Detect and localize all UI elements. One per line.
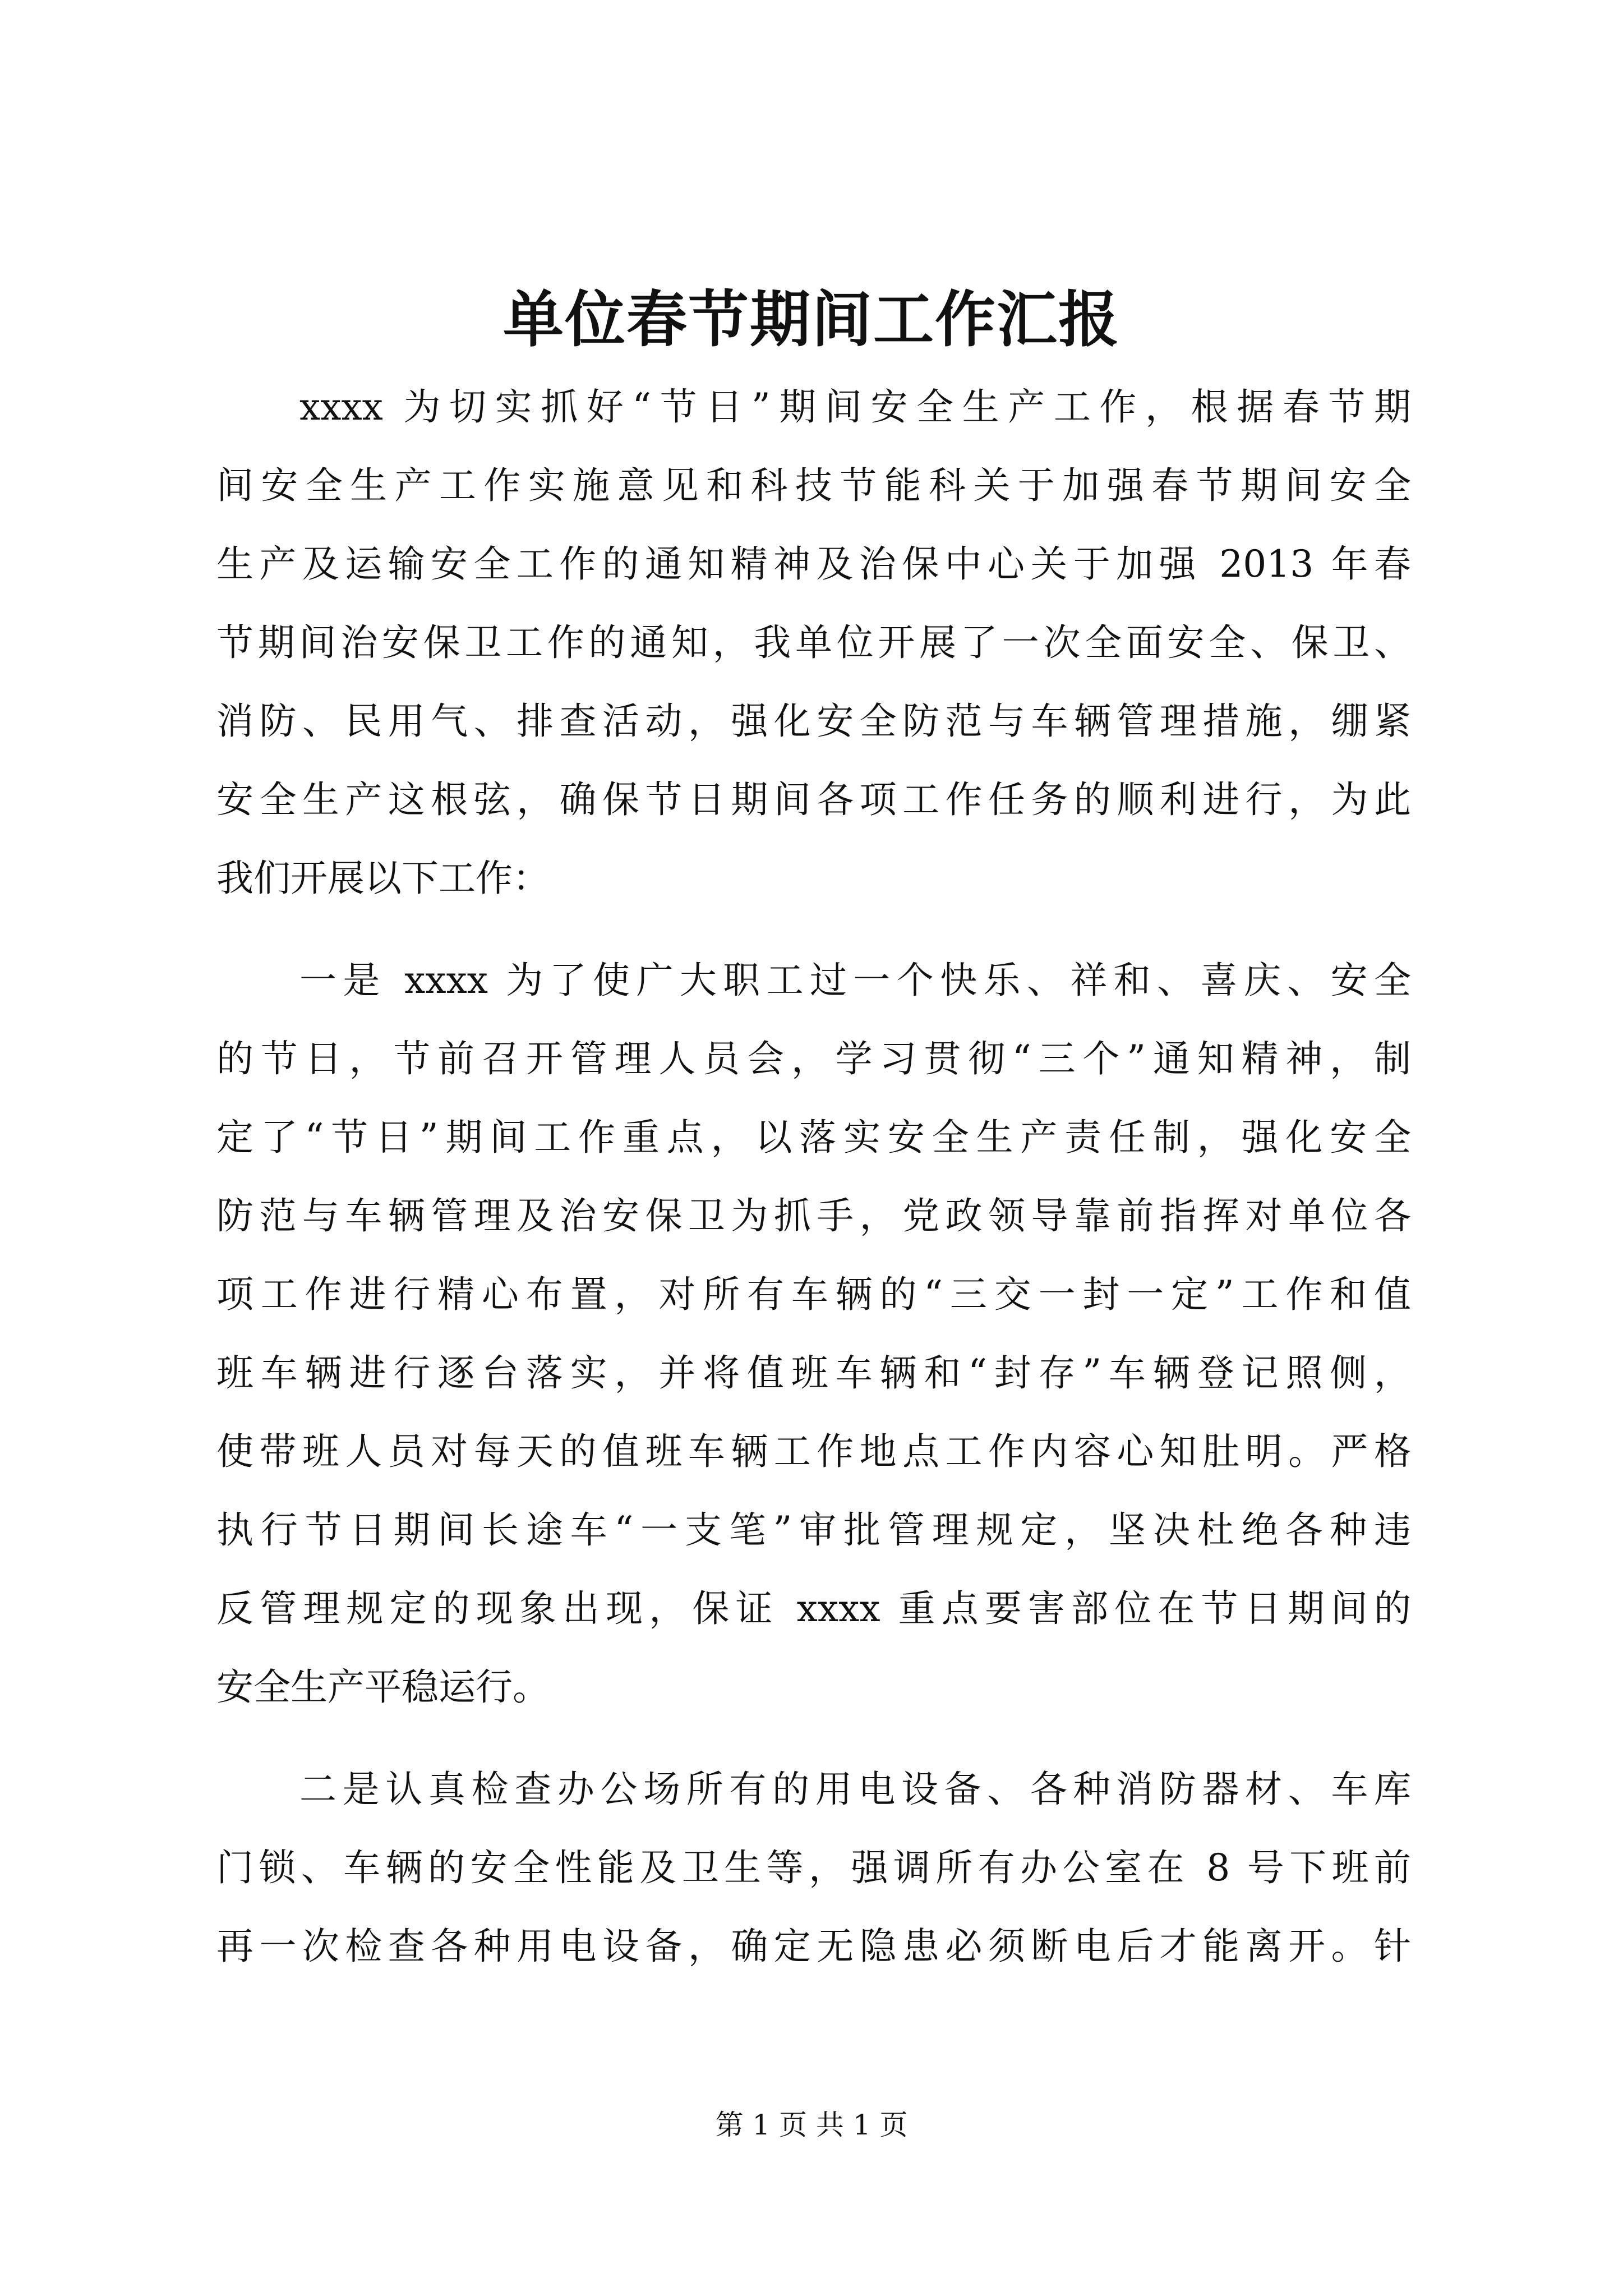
paragraph-line: 二是认真检查办公场所有的用电设备、各种消防器材、车库	[299, 1768, 1411, 1811]
paragraph-line: 消防、民用气、排查活动，强化安全防范与车辆管理措施，绷紧	[216, 700, 1411, 743]
paragraph-line: 执行节日期间长途车“一支笔”审批管理规定，坚决杜绝各种违	[216, 1508, 1411, 1552]
paragraph-line: 定了“节日”期间工作重点，以落实安全生产责任制，强化安全	[216, 1116, 1411, 1159]
document-title: 单位春节期间工作汇报	[502, 284, 1120, 355]
paragraph-line: 使带班人员对每天的值班车辆工作地点工作内容心知肚明。严格	[216, 1430, 1411, 1473]
paragraph-line: 我们开展以下工作：	[216, 857, 550, 900]
page-footer: 第 1 页 共 1 页	[715, 2109, 908, 2141]
paragraph-line: 安全生产这根弦，确保节日期间各项工作任务的顺利进行，为此	[216, 778, 1411, 821]
paragraph-line: 安全生产平稳运行。	[216, 1665, 550, 1709]
paragraph-line: 的节日，节前召开管理人员会，学习贯彻“三个”通知精神，制	[216, 1037, 1411, 1080]
paragraph-line: 反管理规定的现象出现，保证 xxxx 重点要害部位在节日期间的	[216, 1587, 1411, 1630]
paragraph-line: 门锁、车辆的安全性能及卫生等，强调所有办公室在 8 号下班前	[216, 1846, 1411, 1889]
paragraph-line: 再一次检查各种用电设备，确定无隐患必须断电后才能离开。针	[216, 1925, 1411, 1968]
paragraph-line: 一是 xxxx 为了使广大职工过一个快乐、祥和、喜庆、安全	[299, 959, 1411, 1002]
paragraph-line: 节期间治安保卫工作的通知，我单位开展了一次全面安全、保卫、	[216, 621, 1411, 664]
paragraph-line: 项工作进行精心布置，对所有车辆的“三交一封一定”工作和值	[216, 1273, 1411, 1316]
paragraph-line: xxxx 为切实抓好“节日”期间安全生产工作，根据春节期	[299, 385, 1411, 429]
paragraph-line: 间安全生产工作实施意见和科技节能科关于加强春节期间安全	[216, 464, 1411, 507]
paragraph-line: 班车辆进行逐台落实，并将值班车辆和“封存”车辆登记照侧，	[216, 1351, 1411, 1395]
paragraph-line: 防范与车辆管理及治安保卫为抓手，党政领导靠前指挥对单位各	[216, 1194, 1411, 1237]
paragraph-line: 生产及运输安全工作的通知精神及治保中心关于加强 2013 年春	[216, 542, 1411, 586]
